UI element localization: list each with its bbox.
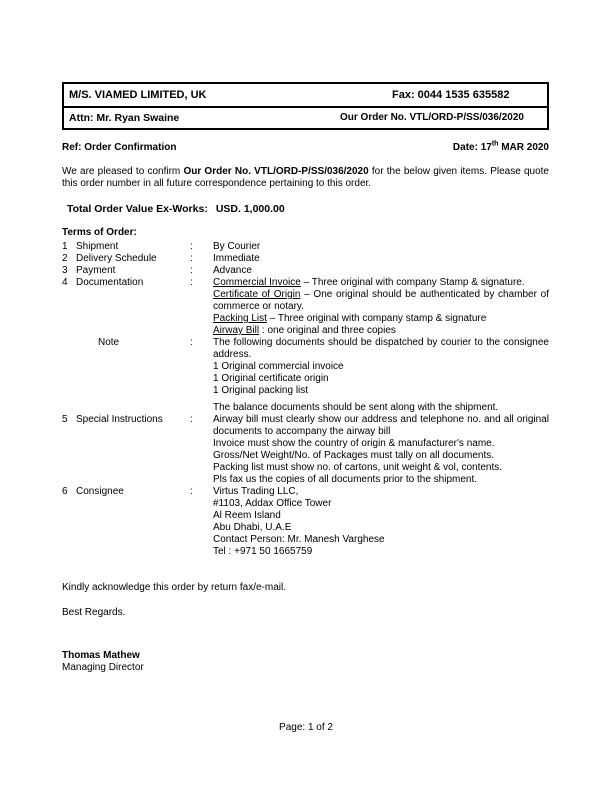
term-paragraph: Invoice must show the country of origin & manufacturer's name. [213, 438, 495, 449]
term-number: 5 [62, 414, 68, 425]
regards-line: Best Regards. [62, 607, 126, 618]
total-order-value [62, 203, 549, 215]
term-number: 1 [62, 241, 68, 252]
signature-title: Managing Director [62, 662, 144, 673]
term-label: Consignee [76, 486, 124, 497]
header-row-attn [64, 108, 547, 128]
term-colon: : [190, 414, 193, 425]
term-paragraph: Airway Bill : one original and three copies [213, 325, 396, 336]
term-paragraph: Gross/Net Weight/No. of Packages must tally on all documents. [213, 450, 495, 461]
header-row-company [64, 84, 547, 108]
company-name: M/S. VIAMED LIMITED, UK [69, 89, 207, 101]
term-paragraph: Pls fax us the copies of all documents prior to the shipment. [213, 474, 478, 485]
date-label: Date: 17th MAR 2020 [452, 140, 549, 153]
term-paragraph: Immediate [213, 253, 260, 264]
term-paragraph: 1 Original packing list [213, 385, 309, 396]
term-colon: : [190, 486, 193, 497]
term-paragraph: Packing list must show no. of cartons, unit weight & vol, contents. [213, 462, 503, 473]
term-paragraph: Airway bill must clearly show our address and telephone no. and all original documents to accompany the airway bill [213, 414, 549, 437]
term-body [213, 414, 549, 486]
intro-paragraph: We are pleased to confirm Our Order No. VTL/ORD-P/SS/036/2020 for the below given items. Please quote this order number in all future correspondence pertaining to this order. [62, 166, 549, 189]
signature-name: Thomas Mathew [62, 650, 140, 661]
term-colon: : [190, 277, 193, 288]
ref-label: Ref: Order Confirmation [62, 142, 177, 153]
total-value: USD. 1,000.00 [215, 203, 285, 215]
term-body [213, 337, 549, 414]
terms-title: Terms of Order: [62, 227, 137, 238]
term-paragraph: Contact Person: Mr. Manesh Varghese [213, 534, 385, 545]
term-body [213, 253, 549, 265]
term-paragraph: 1 Original certificate origin [213, 373, 329, 384]
term-number: 3 [62, 265, 68, 276]
term-paragraph: Advance [213, 265, 252, 276]
term-paragraph: Tel : +971 50 1665759 [213, 546, 313, 557]
term-body [213, 265, 549, 277]
term-paragraph: Al Reem Island [213, 510, 281, 521]
term-colon: : [190, 241, 193, 252]
term-label: Special Instructions [76, 414, 163, 425]
term-paragraph: Certificate of Origin – One original should be authenticated by chamber of commerce or notary. [213, 289, 549, 312]
term-paragraph: Packing List – Three original with company stamp & signature [213, 313, 487, 324]
term-paragraph: #1103, Addax Office Tower [213, 498, 332, 509]
order-number: Our Order No. VTL/ORD-P/SS/036/2020 [340, 112, 524, 123]
term-body [213, 277, 549, 337]
term-label: Documentation [76, 277, 144, 288]
attn-line: Attn: Mr. Ryan Swaine [69, 112, 180, 124]
document-content [62, 82, 549, 674]
term-label: Shipment [76, 241, 119, 252]
term-paragraph: 1 Original commercial invoice [213, 361, 344, 372]
term-colon: : [190, 253, 193, 264]
term-colon: : [190, 265, 193, 276]
term-label: Note [98, 337, 120, 348]
terms-list [62, 241, 549, 558]
term-row [62, 414, 549, 486]
ref-date-row [62, 142, 549, 154]
page-footer: Page: 1 of 2 [279, 722, 333, 733]
term-row [62, 486, 549, 558]
term-paragraph: Abu Dhabi, U.A.E [213, 522, 292, 533]
fax-number: Fax: 0044 1535 635582 [392, 89, 510, 101]
term-row [62, 265, 549, 277]
header-table [62, 82, 549, 130]
term-row [62, 253, 549, 265]
term-paragraph: The following documents should be dispatched by courier to the consignee address. [213, 337, 549, 360]
term-colon: : [190, 337, 193, 348]
term-number: 2 [62, 253, 68, 264]
term-body [213, 241, 549, 253]
term-paragraph: The balance documents should be sent along with the shipment. [213, 402, 499, 413]
term-number: 6 [62, 486, 68, 497]
term-label: Payment [76, 265, 116, 276]
term-paragraph: By Courier [213, 241, 261, 252]
term-row [62, 337, 549, 414]
acknowledge-line: Kindly acknowledge this order by return fax/e-mail. [62, 582, 286, 593]
total-label: Total Order Value Ex-Works: [67, 203, 208, 215]
term-number: 4 [62, 277, 68, 288]
term-row [62, 241, 549, 253]
term-paragraph: Virtus Trading LLC, [213, 486, 299, 497]
term-row [62, 277, 549, 337]
term-paragraph: Commercial Invoice – Three original with company Stamp & signature. [213, 277, 525, 288]
term-label: Delivery Schedule [76, 253, 157, 264]
term-body [213, 486, 549, 558]
